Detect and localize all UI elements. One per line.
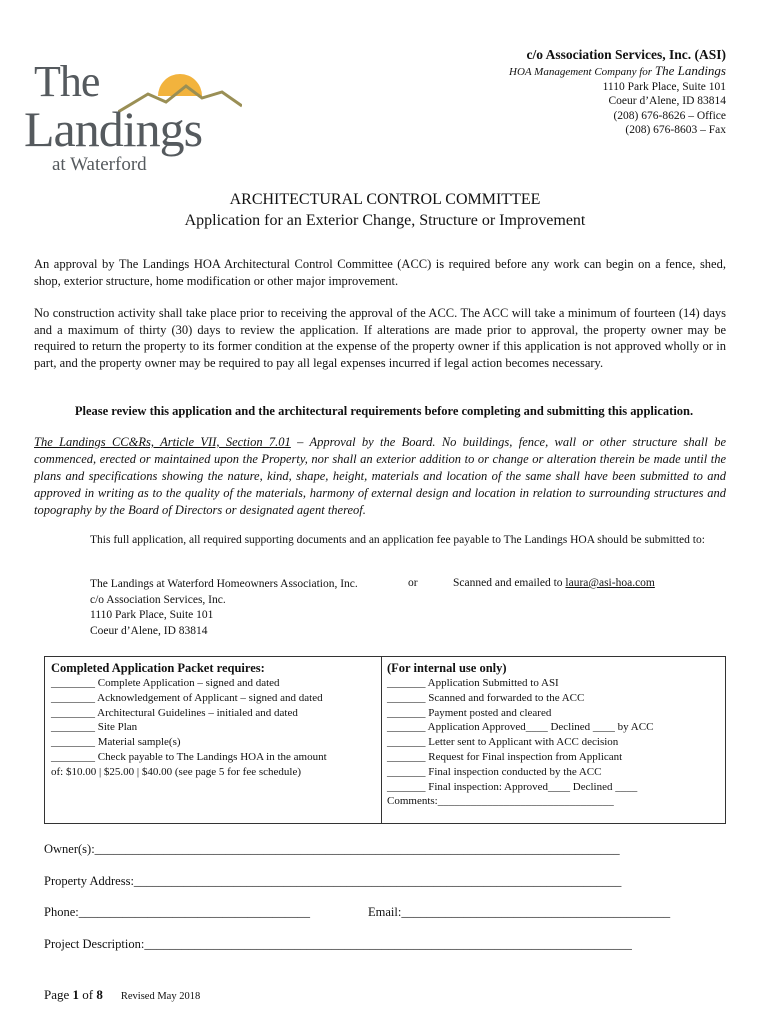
internal-item: _______ Payment posted and cleared: [387, 706, 552, 719]
construction-paragraph: No construction activity shall take place prior to receiving the approval of the ACC. The ACC will take a minimum of fourteen (14) days and a maximum of thirty (30) days to review the application. If alterations are made prior to approval, the property owner may be required to return the property to its former condition at the expense of the property owner if this application is not approved wholly or in part, and the property owner may be required to pay all legal expenses incurred if legal action becomes necessary.: [34, 306, 726, 370]
project-description-field[interactable]: Project Description:______________________________________________________________________________: [44, 937, 632, 951]
property-address-field[interactable]: Property Address:______________________________________________________________________________: [44, 874, 622, 888]
application-title: Application for an Exterior Change, Structure or Improvement: [184, 212, 586, 229]
ccr-text: – Approval by the Board. No buildings, fence, wall or other structure shall be commenced, erected or maintained upon the Property, nor shall an exterior addition to or change or alteration therein be made until the plans and specifications showing the nature, kind, shape, height, materials and location of the same shall have been submitted to and approved in writing as to the quality of the materials, harmony of external design and location in relation to surrounding structures and topography by the Board of Directors or designated agent thereof.: [34, 435, 726, 517]
page-total: 8: [96, 987, 103, 1002]
packet-item: ________ Material sample(s): [51, 736, 181, 749]
packet-requirements: [51, 660, 377, 780]
asi-city-line: Coeur d’Alene, ID 83814: [608, 95, 726, 107]
address-line: Coeur d’Alene, ID 83814: [90, 624, 208, 637]
document-titles: [0, 190, 770, 232]
packet-heading: Completed Application Packet requires:: [51, 661, 265, 675]
internal-item: _______ Final inspection: Approved____ Declined ____: [387, 780, 638, 793]
owner-field[interactable]: Owner(s):____________________________________________________________________________________: [44, 842, 620, 856]
packet-item: ________ Site Plan: [51, 721, 138, 734]
asi-title: c/o Association Services, Inc. (ASI): [526, 47, 726, 62]
asi-subtitle: HOA Management Company for The Landings: [509, 63, 726, 78]
ccr-reference: The Landings CC&Rs, Article VII, Section 7.01: [34, 435, 291, 449]
internal-item: _______ Application Approved____ Declined ____ by ACC: [387, 721, 654, 734]
internal-item: _______ Letter sent to Applicant with ACC decision: [387, 736, 619, 749]
scan-email-text: Scanned and emailed to laura@asi-hoa.com: [453, 577, 655, 589]
packet-item: ________ Acknowledgement of Applicant – signed and dated: [51, 691, 323, 704]
email-link[interactable]: laura@asi-hoa.com: [565, 577, 655, 589]
page-footer: Page 1 of 8 Revised May 2018: [44, 987, 201, 1002]
internal-item: _______ Request for Final inspection from Applicant: [387, 750, 623, 763]
page-label: Page: [44, 987, 73, 1002]
approval-paragraph: An approval by The Landings HOA Architectural Control Committee (ACC) is required before any work can begin on a fence, shed, shop, exterior structure, home modification or other major improvement.: [34, 257, 726, 288]
packet-item: ________ Check payable to The Landings HOA in the amount: [51, 750, 327, 763]
internal-item: _______ Application Submitted to ASI: [387, 677, 559, 689]
email-field[interactable]: Email:___________________________________________: [368, 905, 671, 919]
internal-item: _______ Final inspection conducted by the ACC: [387, 765, 602, 778]
logo-subtitle: at Waterford: [52, 154, 147, 175]
ccr-paragraph: [34, 434, 726, 519]
landings-logo: [22, 58, 232, 178]
asi-office-phone: (208) 676-8626 – Office: [613, 109, 726, 122]
asi-contact-block: [509, 46, 726, 138]
internal-heading: (For internal use only): [387, 661, 507, 675]
revision-date: Revised May 2018: [120, 991, 201, 1002]
or-text: or: [408, 577, 418, 589]
submit-instructions: This full application, all required supporting documents and an application fee payable to The Landings HOA should be submitted to:: [90, 534, 705, 546]
address-line: The Landings at Waterford Homeowners Association, Inc.: [90, 578, 358, 590]
address-line: c/o Association Services, Inc.: [90, 593, 226, 606]
internal-comments: Comments:________________________________: [387, 795, 614, 808]
asi-fax: (208) 676-8603 – Fax: [625, 124, 726, 136]
committee-title: ARCHITECTURAL CONTROL COMMITTEE: [229, 191, 541, 208]
address-line: 1110 Park Place, Suite 101: [90, 609, 214, 621]
checklist-table: [44, 656, 726, 824]
asi-address-line: 1110 Park Place, Suite 101: [602, 80, 726, 93]
packet-item: ________ Complete Application – signed and dated: [51, 677, 280, 689]
review-notice: Please review this application and the architectural requirements before completing and submitting this application.: [74, 404, 694, 418]
table-divider: [381, 657, 382, 823]
mailing-address: [90, 577, 358, 639]
packet-item: of: $10.00 | $25.00 | $40.00 (see page 5 for fee schedule): [51, 765, 301, 778]
packet-item: ________ Architectural Guidelines – initialed and dated: [51, 706, 298, 719]
logo-the: The: [34, 57, 100, 106]
internal-use: [387, 660, 721, 809]
phone-field[interactable]: Phone:_____________________________________: [44, 905, 310, 919]
logo-landings: Landings: [24, 101, 203, 157]
page-number: 1: [72, 987, 80, 1002]
internal-item: _______ Scanned and forwarded to the ACC: [387, 691, 585, 704]
